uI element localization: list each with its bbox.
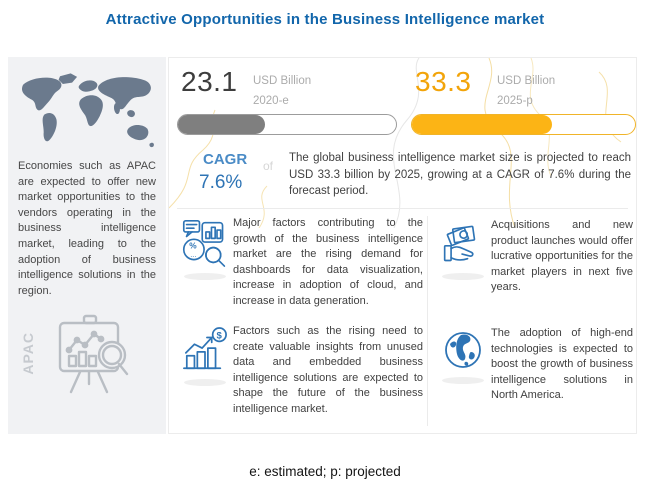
insight-growth-factors	[177, 216, 423, 310]
page-title: Attractive Opportunities in the Business Intelligence market	[105, 11, 545, 28]
insight-future-factors	[177, 324, 423, 418]
insight-text: Acquisitions and new product launches would offer lucrative opportunities for the market players in next five years.	[491, 219, 633, 294]
insight-text: The adoption of high-end technologies is expected to boost the growth of business intelligence solutions in North America.	[491, 327, 633, 402]
market-size-2020-value: 23.1	[181, 66, 238, 97]
world-map-icon	[16, 69, 158, 153]
market-size-2025-value: 33.3	[415, 66, 472, 97]
insight-text: Factors such as the rising need to create valuable insights from unused data and embedded business intelligence solutions are expected to shape the future of the business intelligence market.	[233, 325, 423, 416]
svg-text:...: ...	[190, 249, 197, 259]
progress-bar-2025-fill	[412, 115, 552, 134]
footnote: e: estimated; p: projected	[249, 464, 401, 479]
money-hand-icon	[441, 220, 485, 268]
insight-high-end-tech	[435, 326, 633, 404]
market-size-2020-labels	[253, 71, 311, 111]
market-summary-card	[168, 57, 637, 434]
icon-shadow	[184, 379, 226, 386]
cagr-value: 7.6%	[199, 172, 243, 193]
year-label: 2020-e	[253, 95, 289, 108]
dashboard-analytics-icon	[181, 218, 229, 268]
unit-label: USD Billion	[253, 75, 312, 87]
icon-shadow	[442, 273, 484, 280]
cagr-label: CAGR	[203, 151, 248, 168]
progress-bar-2025	[411, 114, 636, 135]
year-label: 2025-p	[497, 95, 533, 108]
unit-label: USD Billion	[497, 75, 556, 87]
globe-icon	[441, 328, 485, 372]
cagr-of-label: of	[263, 159, 274, 173]
insight-text: Major factors contributing to the growth of the business intelligence market are the rising demand for dashboards for data visualization, increase in adoption of cloud, and increase in data generation.	[233, 217, 423, 308]
region-panel	[8, 57, 166, 434]
presentation-board-icon	[46, 308, 142, 412]
growth-chart-dollar-icon	[182, 326, 228, 374]
svg-text:%: %	[189, 240, 197, 251]
insight-acquisitions	[435, 218, 633, 296]
progress-bar-2020-fill	[178, 115, 265, 134]
contour-lines-decoration	[169, 58, 636, 228]
icon-shadow	[442, 377, 484, 384]
apac-region-label: APAC	[20, 332, 36, 375]
vertical-divider	[427, 216, 428, 426]
horizontal-divider	[177, 208, 628, 209]
icon-shadow	[184, 273, 226, 280]
progress-bar-2020	[177, 114, 397, 135]
market-size-2025-labels	[497, 71, 555, 111]
cagr-description: The global business intelligence market size is projected to reach USD 33.3 billion by 2025, growing at a CAGR of 7.6% during the forecast period.	[289, 152, 631, 198]
region-insight-text: Economies such as APAC are expected to offer new market opportunities to the vendors operating in the business intelligence market, leading to the adoption of business intelligence solutions in the region.	[18, 160, 156, 297]
svg-text:$: $	[216, 330, 222, 342]
